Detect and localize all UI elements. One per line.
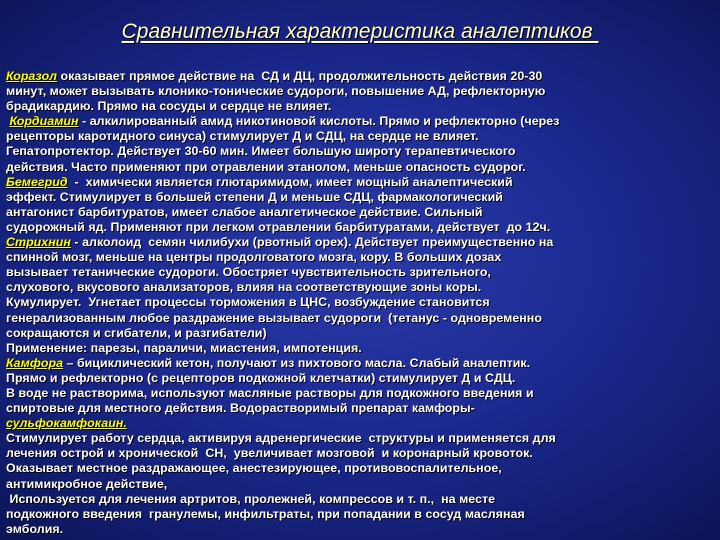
text-line: [6, 522, 716, 537]
line-text: подкожного введения гранулемы, инфильтраты, при попадании в сосуд масляная: [6, 506, 525, 521]
text-line: [6, 99, 716, 114]
line-text: спинной мозг, меньше на центры продолговатого мозга, кору. В больших дозах: [6, 250, 502, 265]
drug-name: Коразол: [6, 69, 57, 83]
text-line: [6, 84, 716, 99]
text-line: [6, 446, 716, 461]
text-line: [6, 250, 716, 265]
text-line: [6, 265, 716, 280]
line-text: Гепатопротектор. Действует 30-60 мин. Имеет большую широту терапевтического: [6, 144, 516, 159]
line-text: - алколоид семян чилибухи (рвотный орех). Действует преимущественно на: [70, 235, 554, 250]
text-line: [6, 386, 716, 401]
line-text: сокращаются и сгибатели, и разгибатели): [6, 325, 267, 340]
line-text: - алкилированный амид никотиновой кислоты. Прямо и рефлекторно (через: [78, 114, 560, 129]
line-text: Прямо и рефлекторно (с рецепторов подкожной клетчатки) стимулирует Д и СДЦ.: [6, 370, 516, 385]
line-text: Применение: парезы, параличи, миастения, импотенция.: [6, 340, 362, 355]
line-text: минут, может вызывать клонико-тонические судороги, повышение АД, рефлекторную: [6, 84, 546, 99]
text-line: [6, 295, 716, 310]
drug-name: Камфора: [6, 355, 64, 370]
line-text: судорожный яд. Применяют при легком отравлении барбитуратами, действует до 12ч.: [6, 219, 551, 234]
line-text: антагонист барбитуратов, имеет слабое аналгетическое действие. Сильный: [6, 204, 483, 219]
line-text: оказывает прямое действие на СД и ДЦ, продолжительность действия 20-30: [56, 69, 543, 83]
slide-title: Сравнительная характеристика аналептиков: [121, 20, 599, 43]
text-line: [6, 461, 716, 476]
text-line: [6, 431, 716, 446]
line-text: эффект. Стимулирует в большей степени Д и меньше СДЦ, фармакологический: [6, 189, 503, 204]
line-text: – бициклический кетон, получают из пихтового масла. Слабый аналептик.: [63, 355, 531, 370]
text-line: [6, 69, 716, 84]
drug-name: Кордиамин: [9, 114, 79, 129]
line-text: вызывает тетанические судороги. Обостряет чувствительность зрительного,: [6, 265, 491, 280]
drug-name: сульфокамфокаин.: [6, 416, 127, 431]
text-line: [6, 235, 716, 250]
text-line: [6, 220, 716, 235]
text-line: [6, 114, 716, 129]
text-line: [6, 144, 716, 159]
line-text: лечения острой и хронической СН, увеличивает мозговой и коронарный кровоток.: [6, 446, 533, 461]
line-text: генерализованным любое раздражение вызывает судороги (тетанус - одновременно: [6, 310, 542, 325]
text-line: [6, 356, 716, 371]
line-text: брадикардию. Прямо на сосуды и сердце не влияет.: [6, 99, 332, 114]
text-line: [6, 492, 716, 507]
text-line: [6, 401, 716, 416]
line-text: - химически является глютаримидом, имеет мощный аналептический: [67, 174, 513, 189]
text-line: [6, 416, 716, 431]
line-text: эмболия.: [6, 521, 64, 536]
text-line: [6, 175, 716, 190]
line-text: Оказывает местное раздражающее, анестезирующее, противовоспалительное,: [6, 461, 502, 476]
line-text: Стимулирует работу сердца, активируя адренергические структуры и применяется для: [6, 431, 556, 446]
text-line: [6, 160, 716, 175]
line-text: В воде не растворима, используют масляные растворы для подкожного введения и: [6, 385, 534, 400]
drug-name: Бемегрид: [6, 174, 68, 189]
drug-name: Стрихнин: [6, 235, 71, 250]
text-line: [6, 205, 716, 220]
text-line: [6, 507, 716, 522]
text-line: [6, 280, 716, 295]
line-text: действия. Часто применяют при отравлении этанолом, меньше опасность судорог.: [6, 159, 526, 174]
text-line: [6, 311, 716, 326]
text-line: [6, 477, 716, 492]
line-text: рецепторы каротидного синуса) стимулирует Д и СДЦ, на сердце не влияет.: [6, 129, 479, 144]
line-text: Используется для лечения артритов, пролежней, компрессов и т. п., на месте: [6, 491, 496, 506]
text-line: [6, 341, 716, 356]
line-text: спиртовые для местного действия. Водорастворимый препарат камфоры-: [6, 401, 475, 416]
slide-body: [6, 69, 716, 537]
text-line: [6, 326, 716, 341]
line-text: слухового, вкусового анализаторов, влияя на соответствующие зоны коры.: [6, 280, 482, 295]
text-line: [6, 129, 716, 144]
text-line: [6, 371, 716, 386]
text-line: [6, 190, 716, 205]
line-text: Кумулирует. Угнетает процессы торможения в ЦНС, возбуждение становится: [6, 295, 490, 310]
line-text: антимикробное действие,: [6, 476, 168, 491]
